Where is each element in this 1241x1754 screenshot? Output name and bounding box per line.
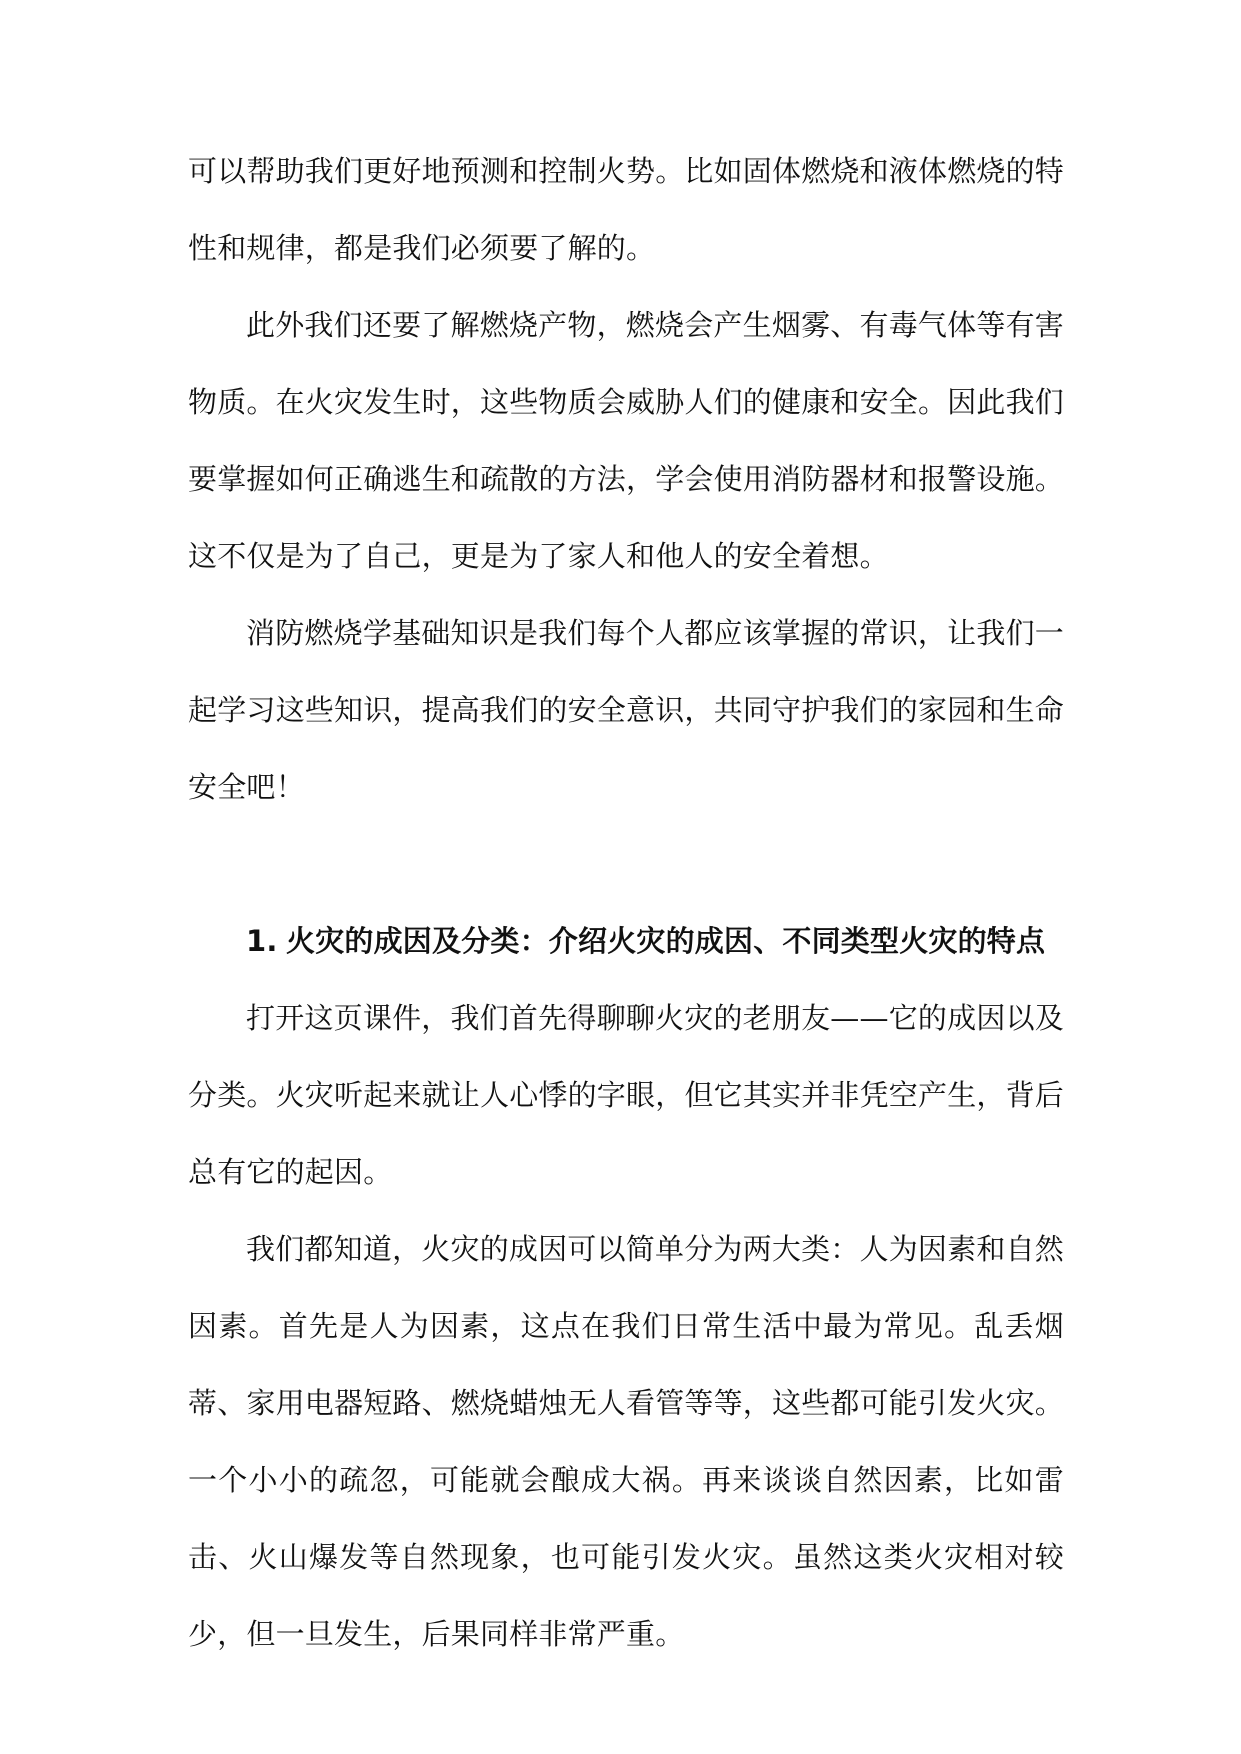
section-heading [188,903,1064,980]
paragraph-3: 消防燃烧学基础知识是我们每个人都应该掌握的常识，让我们一起学习这些知识，提高我们的安全意识，共同守护我们的家园和生命安全吧！ [188,616,1065,804]
section-heading-text: 火灾的成因及分类：介绍火灾的成因、不同类型火灾的特点 [286,924,1046,958]
paragraph-2: 此外我们还要了解燃烧产物，燃烧会产生烟雾、有毒气体等有害物质。在火灾发生时，这些物质会威胁人们的健康和安全。因此我们要掌握如何正确逃生和疏散的方法，学会使用消防器材和报警设施。这不仅是为了自己，更是为了家人和他人的安全着想。 [188,308,1065,573]
section-heading-number: 1. [246,924,278,958]
paragraph-1: 可以帮助我们更好地预测和控制火势。比如固体燃烧和液体燃烧的特性和规律，都是我们必须要了解的。 [188,154,1065,265]
paragraph-5: 我们都知道，火灾的成因可以简单分为两大类：人为因素和自然因素。首先是人为因素，这点在我们日常生活中最为常见。乱丢烟蒂、家用电器短路、燃烧蜡烛无人看管等等，这些都可能引发火灾。一个小小的疏忽，可能就会酿成大祸。再来谈谈自然因素，比如雷击、火山爆发等自然现象，也可能引发火灾。虽然这类火灾相对较少，但一旦发生，后果同样非常严重。 [188,1232,1065,1651]
document-body [188,133,1064,1673]
paragraph-4: 打开这页课件，我们首先得聊聊火灾的老朋友——它的成因以及分类。火灾听起来就让人心悸的字眼，但它其实并非凭空产生，背后总有它的起因。 [188,1001,1065,1189]
